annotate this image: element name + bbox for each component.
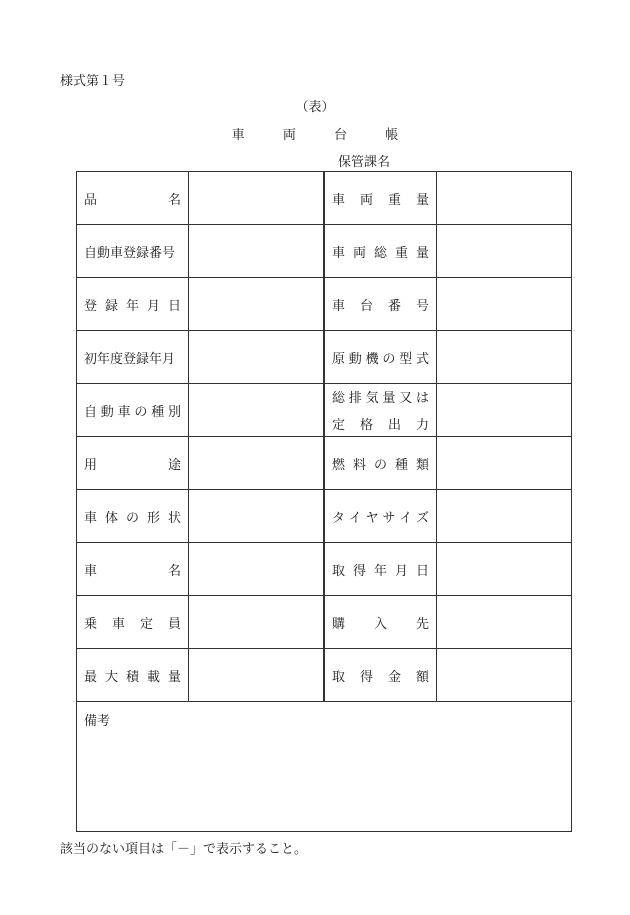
label-char: 月 — [146, 298, 160, 314]
label-char: 得 — [352, 563, 366, 579]
field-value-left[interactable] — [189, 278, 325, 330]
label-char: 型 — [399, 351, 413, 367]
form-number: 様式第１号 — [60, 74, 126, 89]
label-text — [84, 242, 181, 261]
field-label-right — [325, 172, 437, 224]
field-label-right — [325, 490, 437, 542]
label-text — [84, 348, 181, 367]
field-label-left — [77, 225, 189, 277]
label-char: 大 — [104, 669, 118, 685]
label-char: 金 — [387, 669, 401, 685]
label-char: 初年度登録年月 — [84, 351, 176, 367]
table-row — [77, 278, 571, 331]
label-char: 品 — [84, 192, 98, 208]
label-text — [332, 348, 429, 367]
label-char: 名 — [167, 563, 181, 579]
label-text — [332, 189, 429, 208]
label-char: 入 — [373, 616, 387, 632]
page-title: 車 両 台 帳 — [231, 128, 416, 143]
field-value-left[interactable] — [189, 331, 325, 383]
label-char: 途 — [167, 457, 181, 473]
field-label-left — [77, 490, 189, 542]
label-char: 番 — [387, 298, 401, 314]
label-char: 重 — [394, 245, 408, 261]
label-char: 車 — [332, 245, 346, 261]
remarks-label: 備考 — [84, 714, 111, 729]
field-value-right[interactable] — [437, 543, 571, 595]
label-text — [84, 507, 181, 526]
label-text — [84, 401, 181, 420]
field-value-right[interactable] — [437, 596, 571, 648]
table-row — [77, 384, 571, 437]
label-char: 車 — [84, 510, 98, 526]
label-char: 定 — [139, 616, 153, 632]
label-char: 動 — [348, 351, 362, 367]
field-value-right[interactable] — [437, 331, 571, 383]
label-text — [84, 454, 181, 473]
label-text — [332, 414, 429, 433]
label-char: 自 — [84, 404, 98, 420]
label-char: ズ — [415, 510, 429, 526]
field-value-left[interactable] — [189, 437, 325, 489]
field-value-right[interactable] — [437, 649, 571, 701]
label-char: 日 — [167, 298, 181, 314]
table-row — [77, 543, 571, 596]
label-char: 台 — [359, 298, 373, 314]
label-char: 車 — [111, 616, 125, 632]
label-char: 用 — [84, 457, 98, 473]
label-char: 積 — [125, 669, 139, 685]
field-label-right — [325, 331, 437, 383]
field-value-right[interactable] — [437, 225, 571, 277]
footnote: 該当のない項目は「－」で表示すること。 — [60, 842, 308, 857]
label-char: 別 — [167, 404, 181, 420]
field-value-right[interactable] — [437, 437, 571, 489]
label-text — [84, 613, 181, 632]
field-label-right — [325, 543, 437, 595]
label-text — [332, 454, 429, 473]
field-label-left — [77, 172, 189, 224]
label-char: 種 — [151, 404, 165, 420]
label-char: 録 — [104, 298, 118, 314]
table-row — [77, 437, 571, 490]
label-char: の — [134, 404, 148, 420]
label-char: 重 — [387, 192, 401, 208]
table-row — [77, 331, 571, 384]
label-char: 体 — [104, 510, 118, 526]
label-char: の — [373, 457, 387, 473]
label-char: タ — [332, 510, 346, 526]
field-label-left — [77, 331, 189, 383]
field-value-left[interactable] — [189, 649, 325, 701]
label-text — [84, 560, 181, 579]
label-char: 購 — [332, 616, 346, 632]
label-char: は — [415, 391, 429, 406]
label-text — [332, 613, 429, 632]
label-char: 類 — [415, 457, 429, 473]
label-char: 登 — [84, 298, 98, 314]
label-text — [332, 295, 429, 314]
field-label-right — [325, 384, 437, 436]
label-char: 載 — [146, 669, 160, 685]
label-char: 式 — [415, 351, 429, 367]
label-char: 気 — [365, 391, 379, 406]
field-value-right[interactable] — [437, 172, 571, 224]
label-char: 自動車登録番号 — [84, 245, 176, 261]
label-text — [84, 295, 181, 314]
label-char: 格 — [359, 418, 373, 433]
field-value-left[interactable] — [189, 596, 325, 648]
label-char: 排 — [348, 391, 362, 406]
label-char: 員 — [167, 616, 181, 632]
field-value-left[interactable] — [189, 172, 325, 224]
label-char: 両 — [352, 245, 366, 261]
field-label-left — [77, 437, 189, 489]
label-char: 定 — [332, 418, 346, 433]
label-char: 量 — [415, 192, 429, 208]
label-char: 両 — [359, 192, 373, 208]
field-value-left[interactable] — [189, 543, 325, 595]
two-line-label — [332, 387, 429, 433]
field-value-right[interactable] — [437, 490, 571, 542]
field-label-left — [77, 649, 189, 701]
label-text — [332, 242, 429, 261]
label-char: 動 — [100, 404, 114, 420]
label-char: 状 — [167, 510, 181, 526]
label-char: の — [125, 510, 139, 526]
label-text — [332, 507, 429, 526]
vehicle-ledger-table — [76, 171, 572, 832]
label-char: 料 — [352, 457, 366, 473]
field-value-left[interactable] — [189, 384, 325, 436]
label-char: 車 — [332, 192, 346, 208]
label-char: 得 — [359, 669, 373, 685]
label-char: 年 — [373, 563, 387, 579]
label-char: ヤ — [365, 510, 379, 526]
label-char: 日 — [415, 563, 429, 579]
label-char: 種 — [394, 457, 408, 473]
label-char: イ — [348, 510, 362, 526]
label-char: 又 — [399, 391, 413, 406]
field-value-right[interactable] — [437, 384, 571, 436]
label-char: の — [382, 351, 396, 367]
label-char: 総 — [373, 245, 387, 261]
label-char: 号 — [415, 298, 429, 314]
label-char: 車 — [117, 404, 131, 420]
field-label-right — [325, 278, 437, 330]
table-row — [77, 490, 571, 543]
label-char: 車 — [332, 298, 346, 314]
field-label-left — [77, 543, 189, 595]
label-char: 額 — [415, 669, 429, 685]
label-text — [332, 387, 429, 406]
table-row — [77, 596, 571, 649]
label-char: 取 — [332, 669, 346, 685]
field-label-right — [325, 437, 437, 489]
field-label-right — [325, 225, 437, 277]
label-char: 乗 — [84, 616, 98, 632]
field-label-left — [77, 278, 189, 330]
side-label: （表） — [295, 100, 335, 115]
label-text — [332, 666, 429, 685]
label-char: 燃 — [332, 457, 346, 473]
label-char: 最 — [84, 669, 98, 685]
label-text — [84, 189, 181, 208]
field-label-right — [325, 596, 437, 648]
label-char: 総 — [332, 391, 346, 406]
label-char: 量 — [167, 669, 181, 685]
field-label-left — [77, 384, 189, 436]
ledger-grid — [77, 172, 571, 702]
label-char: 取 — [332, 563, 346, 579]
label-char: 原 — [332, 351, 346, 367]
remarks-cell[interactable] — [77, 702, 571, 831]
field-value-right[interactable] — [437, 278, 571, 330]
label-text — [332, 560, 429, 579]
label-char: 月 — [394, 563, 408, 579]
field-value-left[interactable] — [189, 225, 325, 277]
label-char: 出 — [387, 418, 401, 433]
label-char: 量 — [382, 391, 396, 406]
field-label-right — [325, 649, 437, 701]
label-char: イ — [399, 510, 413, 526]
label-char: 年 — [125, 298, 139, 314]
table-row — [77, 172, 571, 225]
label-char: 機 — [365, 351, 379, 367]
table-row — [77, 649, 571, 702]
label-text — [84, 666, 181, 685]
label-char: 形 — [146, 510, 160, 526]
field-value-left[interactable] — [189, 490, 325, 542]
label-char: サ — [382, 510, 396, 526]
custodian-label: 保管課名 — [338, 155, 391, 170]
label-char: 力 — [415, 418, 429, 433]
table-row — [77, 225, 571, 278]
field-label-left — [77, 596, 189, 648]
label-char: 量 — [415, 245, 429, 261]
label-char: 先 — [415, 616, 429, 632]
label-char: 名 — [167, 192, 181, 208]
label-char: 車 — [84, 563, 98, 579]
